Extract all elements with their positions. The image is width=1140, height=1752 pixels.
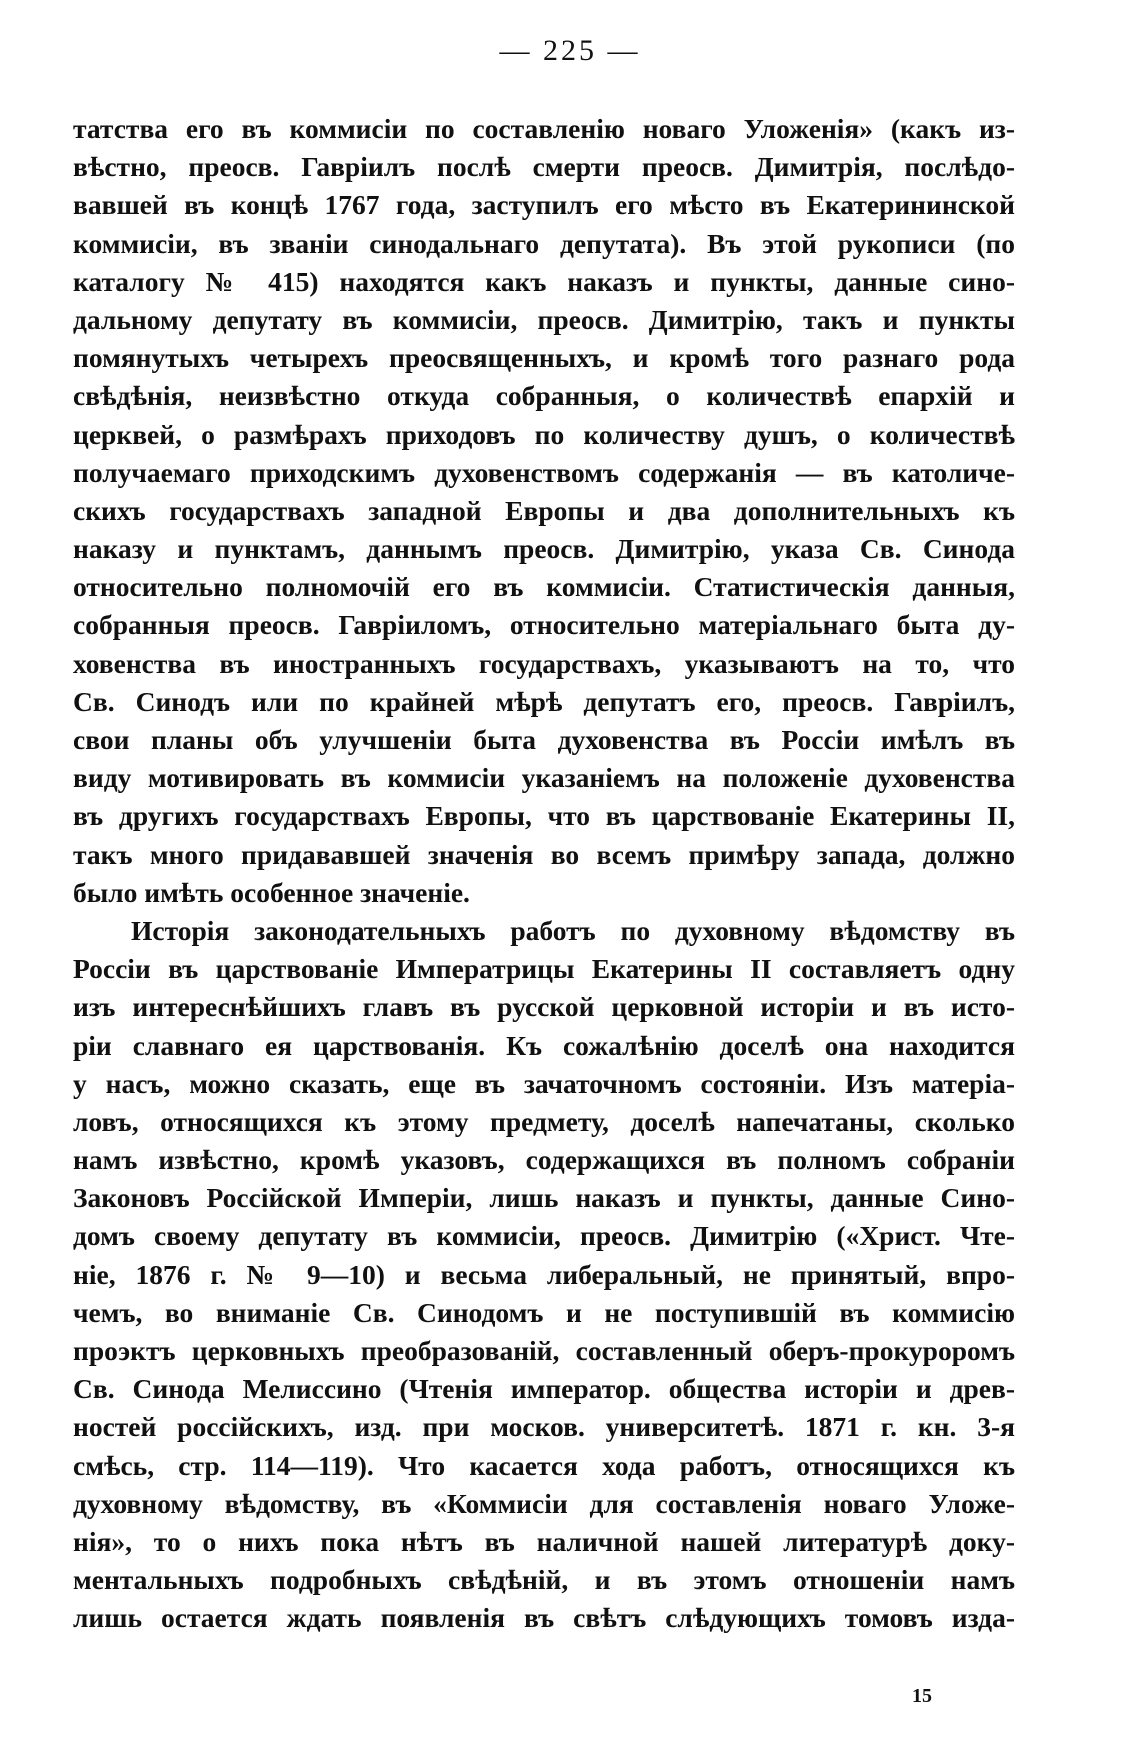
text-line: относительно полномочій его въ коммисіи. Статистическія данныя,	[73, 571, 1015, 603]
text-line: виду мотивировать въ коммисіи указаніемъ на положеніе духовенства	[73, 762, 1015, 794]
text-line: ніе, 1876 г. № 9—10) и весьма либеральный, не принятый, впро-	[73, 1258, 1015, 1290]
text-line: ріи славнаго ея царствованія. Къ сожалѣнію доселѣ она находится	[73, 1029, 1015, 1061]
text-line: помянутыхъ четырехъ преосвященныхъ, и кромѣ того разнаго рода	[73, 342, 1015, 374]
text-line: намъ извѣстно, кромѣ указовъ, содержащихся въ полномъ собраніи	[73, 1144, 1015, 1176]
text-line: въ другихъ государствахъ Европы, что въ царствованіе Екатерины II,	[73, 800, 1015, 832]
text-line: татства его въ коммисіи по составленію новаго Уложенія» (какъ из-	[73, 113, 1015, 144]
text-line: дальному депутату въ коммисіи, преосв. Димитрію, такъ и пункты	[73, 303, 1015, 335]
text-line: собранныя преосв. Гавріиломъ, относительно матеріальнаго быта ду-	[73, 609, 1015, 641]
text-line: вавшей въ концѣ 1767 года, заступилъ его мѣсто въ Екатерининской	[73, 189, 1015, 221]
text-line: ментальныхъ подробныхъ свѣдѣній, и въ этомъ отношеніи намъ	[73, 1564, 1015, 1596]
text-line: наказу и пунктамъ, даннымъ преосв. Димитрію, указа Св. Синода	[73, 533, 1015, 565]
text-line: скихъ государствахъ западной Европы и два дополнительныхъ къ	[73, 494, 1015, 526]
text-line: Россіи въ царствованіе Императрицы Екатерины II составляетъ одну	[73, 953, 1015, 985]
text-line: духовному вѣдомству, въ «Коммисіи для составленія новаго Уложе-	[73, 1487, 1015, 1519]
text-line: чемъ, во вниманіе Св. Синодомъ и не поступившій въ коммисію	[73, 1296, 1015, 1328]
text-line: Законовъ Россійской Имперіи, лишь наказъ и пункты, данные Сино-	[73, 1182, 1015, 1214]
text-line: каталогу № 415) находятся какъ наказъ и пункты, данные сино-	[73, 265, 1015, 297]
text-line: лишь остается ждать появленія въ свѣтъ слѣдующихъ томовъ изда-	[73, 1602, 1015, 1634]
text-line: у насъ, можно сказать, еще въ зачаточномъ состояніи. Изъ матеріа-	[73, 1067, 1015, 1099]
text-line: было имѣть особенное значеніе.	[73, 876, 470, 908]
text-line: изъ интереснѣйшихъ главъ въ русской церковной исторіи и въ исто-	[73, 991, 1015, 1023]
text-line: ховенства въ иностранныхъ государствахъ, указываютъ на то, что	[73, 647, 1015, 679]
text-line: коммисіи, въ званіи синодальнаго депутата). Въ этой рукописи (по	[73, 227, 1015, 259]
text-line: смѣсь, стр. 114—119). Что касается хода работъ, относящихся къ	[73, 1449, 1015, 1481]
text-line: свѣдѣнія, неизвѣстно откуда собранныя, о количествѣ епархій и	[73, 380, 1015, 412]
text-line: церквей, о размѣрахъ приходовъ по количеству душъ, о количествѣ	[73, 418, 1015, 450]
text-line: Исторія законодательныхъ работъ по духовному вѣдомству въ	[131, 914, 1015, 946]
text-line: свои планы объ улучшеніи быта духовенства въ Россіи имѣлъ въ	[73, 724, 1015, 755]
text-line: нія», то о нихъ пока нѣтъ въ наличной нашей литературѣ доку-	[73, 1525, 1015, 1557]
text-line: Св. Синода Мелиссино (Чтенія император. общества исторіи и древ-	[73, 1373, 1015, 1405]
text-line: получаемаго приходскимъ духовенствомъ содержанія — въ католиче-	[73, 456, 1015, 488]
text-line: Св. Синодъ или по крайней мѣрѣ депутатъ его, преосв. Гавріилъ,	[73, 685, 1015, 717]
body-text	[73, 110, 1015, 1638]
page-number: — 225 —	[499, 34, 641, 67]
text-line: домъ своему депутату въ коммисіи, преосв. Димитрію («Христ. Чте-	[73, 1220, 1015, 1252]
text-line: ловъ, относящихся къ этому предмету, доселѣ напечатаны, сколько	[73, 1105, 1015, 1137]
text-line: ностей россійскихъ, изд. при москов. университетѣ. 1871 г. кн. 3-я	[73, 1411, 1015, 1443]
signature-mark: 15	[912, 1685, 932, 1707]
text-line: проэктъ церковныхъ преобразованій, составленный оберъ-прокуроромъ	[73, 1335, 1015, 1366]
text-line: вѣстно, преосв. Гавріилъ послѣ смерти преосв. Димитрія, послѣдо-	[73, 151, 1015, 183]
text-line: такъ много придававшей значенія во всемъ примѣру запада, должно	[73, 838, 1015, 870]
